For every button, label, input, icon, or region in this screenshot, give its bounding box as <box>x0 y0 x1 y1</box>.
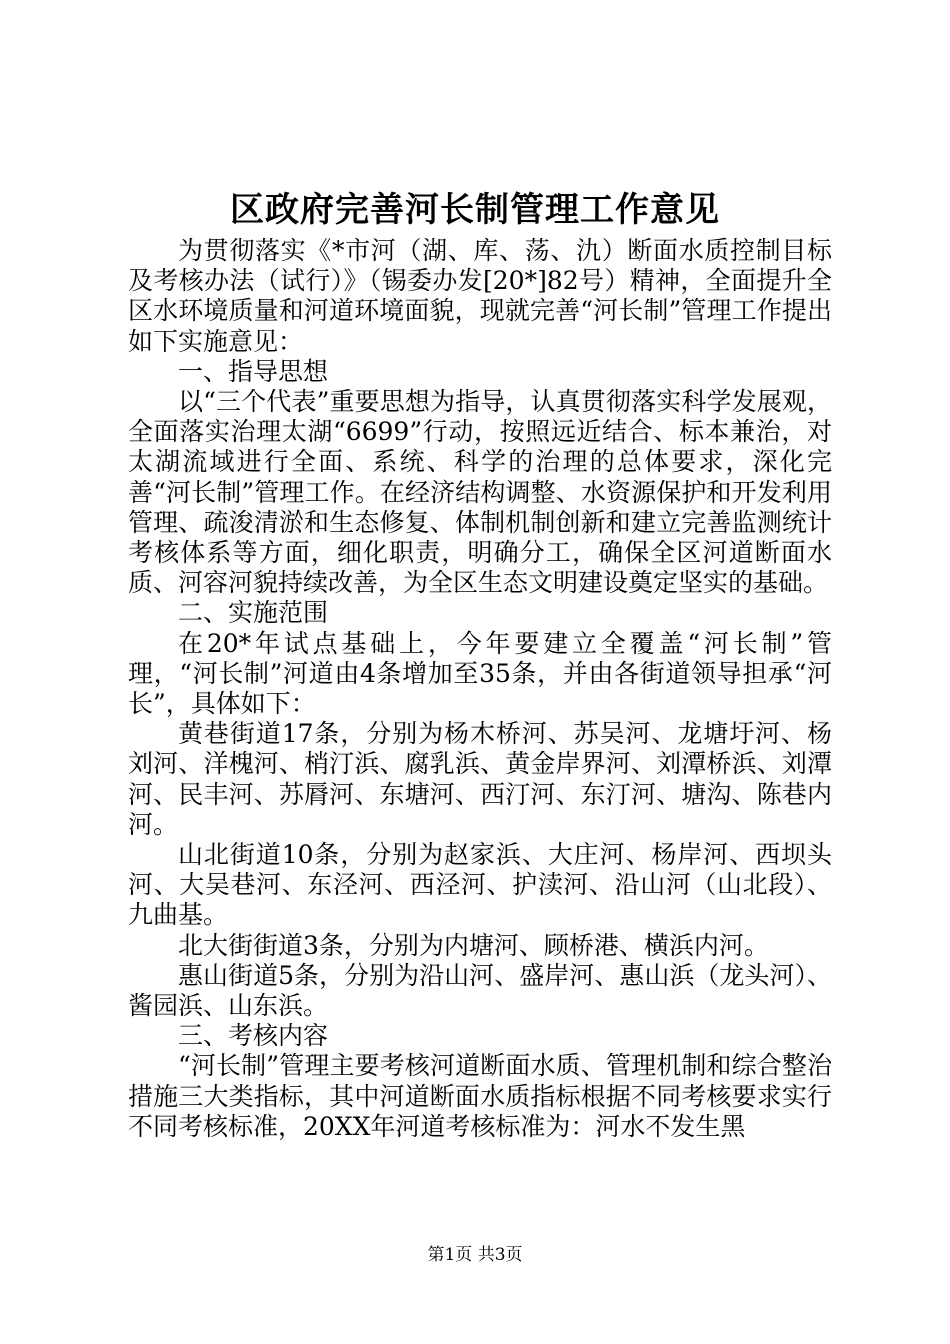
huangxiang-rivers-paragraph: 黄巷街道17条，分别为杨木桥河、苏吴河、龙塘圩河、杨刘河、洋槐河、梢汀浜、腐乳浜、黄金岸界河、刘潭桥浜、刘潭河、民丰河、苏脣河、东塘河、西汀河、东汀河、塘沟、陈巷内河。 <box>128 719 832 839</box>
page-number-footer: 第1页 共3页 <box>427 1245 523 1265</box>
scope-paragraph: 在20*年试点基础上，今年要建立全覆盖“河长制”管理，“河长制”河道由4条增加至35条，并由各街道领导担承“河长”，具体如下： <box>128 628 832 719</box>
section-heading-scope: 二、实施范围 <box>178 598 329 628</box>
shanbei-rivers-paragraph: 山北街道10条，分别为赵家浜、大庄河、杨岸河、西坝头河、大吴巷河、东泾河、西泾河、护渎河、沿山河（山北段）、九曲基。 <box>128 840 832 930</box>
document-title: 区政府完善河长制管理工作意见 <box>230 190 720 230</box>
section-heading-assessment: 三、考核内容 <box>178 1021 329 1051</box>
assessment-paragraph: “河长制”管理主要考核河道断面水质、管理机制和综合整治措施三大类指标，其中河道断面水质指标根据不同考核要求实行不同考核标准，20XX年河道考核标准为：河水不发生黑 <box>128 1051 832 1141</box>
huishan-rivers-paragraph: 惠山街道5条，分别为沿山河、盛岸河、惠山浜（龙头河）、酱园浜、山东浜。 <box>128 960 832 1021</box>
document-body <box>128 236 832 1142</box>
guiding-ideology-paragraph: 以“三个代表”重要思想为指导，认真贯彻落实科学发展观，全面落实治理太湖“6699”行动，按照远近结合、标本兼治，对太湖流域进行全面、系统、科学的治理的总体要求，深化完善“河长制”管理工作。在经济结构调整、水资源保护和开发利用管理、疏浚清淤和生态修复、体制机制创新和建立完善监测统计考核体系等方面，细化职责，明确分工，确保全区河道断面水质、河容河貌持续改善，为全区生态文明建设奠定坚实的基础。 <box>128 387 832 598</box>
intro-paragraph: 为贯彻落实《*市河（湖、库、荡、氿）断面水质控制目标及考核办法（试行）》（锡委办发[20*]82号）精神，全面提升全区水环境质量和河道环境面貌，现就完善“河长制”管理工作提出如下实施意见： <box>128 236 832 356</box>
section-heading-guiding-ideology: 一、指导思想 <box>178 356 329 386</box>
beidajie-rivers-paragraph: 北大街街道3条，分别为内塘河、顾桥港、横浜内河。 <box>178 930 769 960</box>
